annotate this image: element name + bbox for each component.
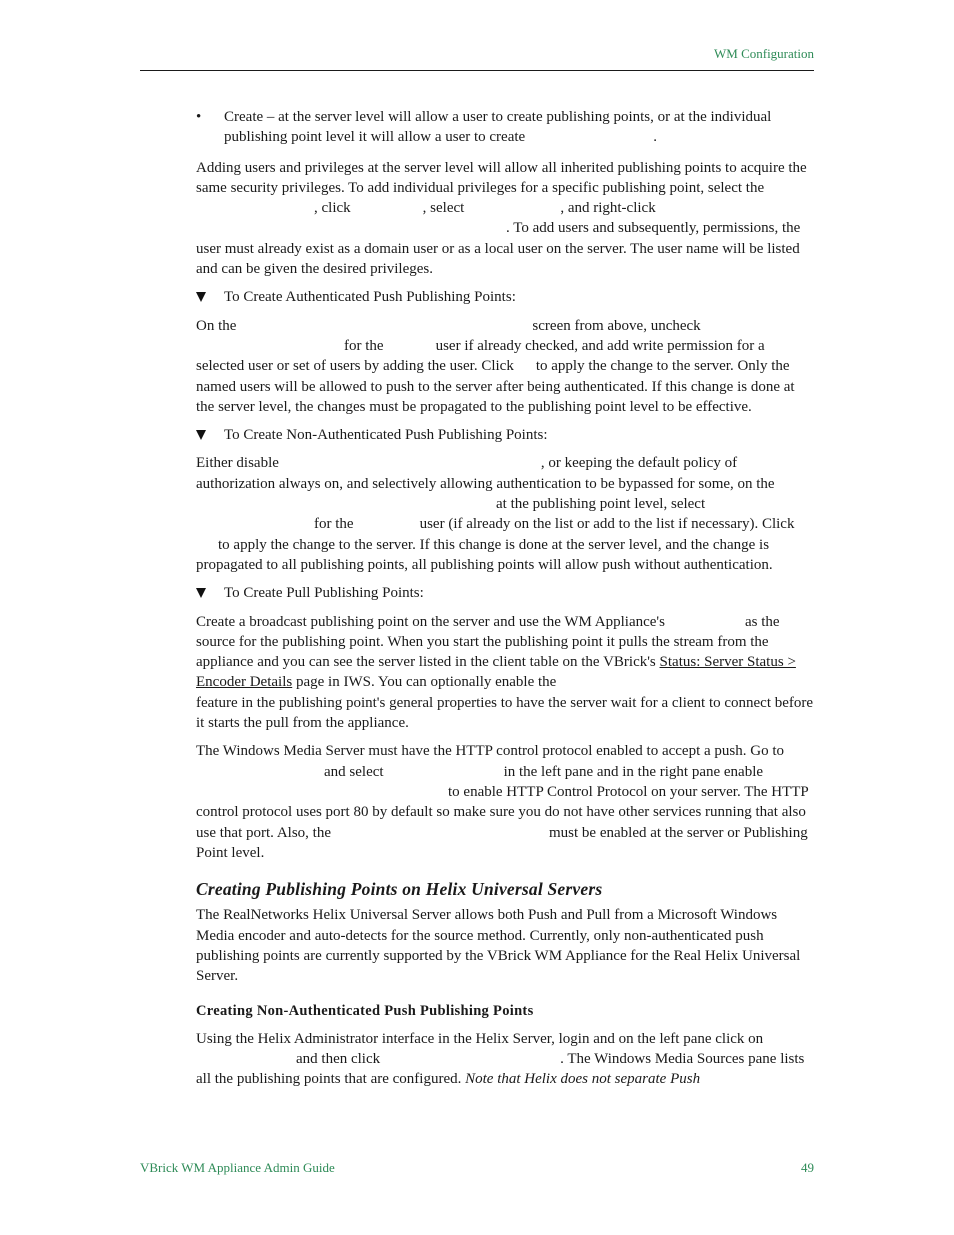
status-encoder-details-link[interactable]: Status: Server Status > Encoder Details <box>196 654 796 691</box>
header-rule <box>140 70 814 71</box>
bullet-item <box>196 107 814 148</box>
section-heading-helix: Creating Publishing Points on Helix Universal Servers <box>196 879 603 900</box>
procedure-heading-authenticated: To Create Authenticated Push Publishing Points: <box>196 287 814 307</box>
procedure-heading-non-authenticated: To Create Non-Authenticated Push Publishing Points: <box>196 425 814 445</box>
page-content <box>196 107 814 1098</box>
subsection-heading-non-authenticated: Creating Non-Authenticated Push Publishing Points <box>196 1002 534 1019</box>
authenticated-paragraph: On the screen from above, uncheckfor the user if already checked, and add write permission for a selected user or set of users by adding the user. Click to apply the change to the server. Only the named users will be allowed to push to the server after being authenticated. If this change is done at the server level, the changes must be propagated to the publishing point level to be effective. <box>196 317 795 415</box>
footer-page-number: 49 <box>801 1160 814 1175</box>
footer-guide-title: VBrick WM Appliance Admin Guide <box>140 1160 335 1175</box>
helix-paragraph: The RealNetworks Helix Universal Server allows both Push and Pull from a Microsoft Windows Media encoder and auto-detects for the source method. Currently, only non-authenticated push publishing points are currently supported by the VBrick WM Appliance for the Real Helix Universal Server. <box>196 907 801 985</box>
helix-login-paragraph: Using the Helix Administrator interface in the Helix Server, login and on the left pane click onand then click . The Windows Media Sources pane lists all the publishing points that are configured. Note that Helix does not separate Push <box>196 1030 805 1088</box>
non-authenticated-paragraph: Either disable , or keeping the default policy of authorization always on, and selectively allowing authentication to be bypassed for some, on theat the publishing point level, selectfor the user (if already on the list or add to the list if necessary). Clickto apply the change to the server. If this change is done at the server level, and the change is propagated to all publishing points, all publishing points will allow push without authentication. <box>196 455 795 573</box>
bullet-mark: • <box>196 109 202 125</box>
pull-paragraph: Create a broadcast publishing point on the server and use the WM Appliance's as the source for the publishing point. When you start the publishing point it pulls the stream from the appliance and you can see the server listed in the client table on the VBrick's Status: Server Status > Encoder Details page in IWS. You can optionally enable thefeature in the publishing point's general properties to have the server wait for a client to connect before it starts the pull from the appliance. <box>196 613 814 732</box>
bullet-text: Create – at the server level will allow a user to create publishing points, or at the individual publishing point level it will allow a user to create . <box>224 109 772 146</box>
triangle-bullet-icon <box>196 292 206 302</box>
privileges-paragraph: Adding users and privileges at the server level will allow all inherited publishing points to acquire the same security privileges. To add individual privileges for a specific publishing point, select the, click , select , and right-click. To add users and subsequently, permissions, the user must already exist as a domain user or as a local user on the server. The user name will be listed and can be given the desired privileges. <box>196 159 807 278</box>
triangle-bullet-icon <box>196 588 206 598</box>
triangle-bullet-icon <box>196 430 206 440</box>
http-control-paragraph: The Windows Media Server must have the HTTP control protocol enabled to accept a push. Go toand select in the left pane and in the right pane enableto enable HTTP Control Protocol on your server. The HTTP control protocol uses port 80 by default so make sure you do not have other services running that also use that port. Also, the must be enabled at the server or Publishing Point level. <box>196 743 809 861</box>
italic-note: Note that Helix does not separate Push <box>465 1071 701 1088</box>
procedure-heading-pull: To Create Pull Publishing Points: <box>196 583 814 603</box>
running-head: WM Configuration <box>713 46 814 61</box>
